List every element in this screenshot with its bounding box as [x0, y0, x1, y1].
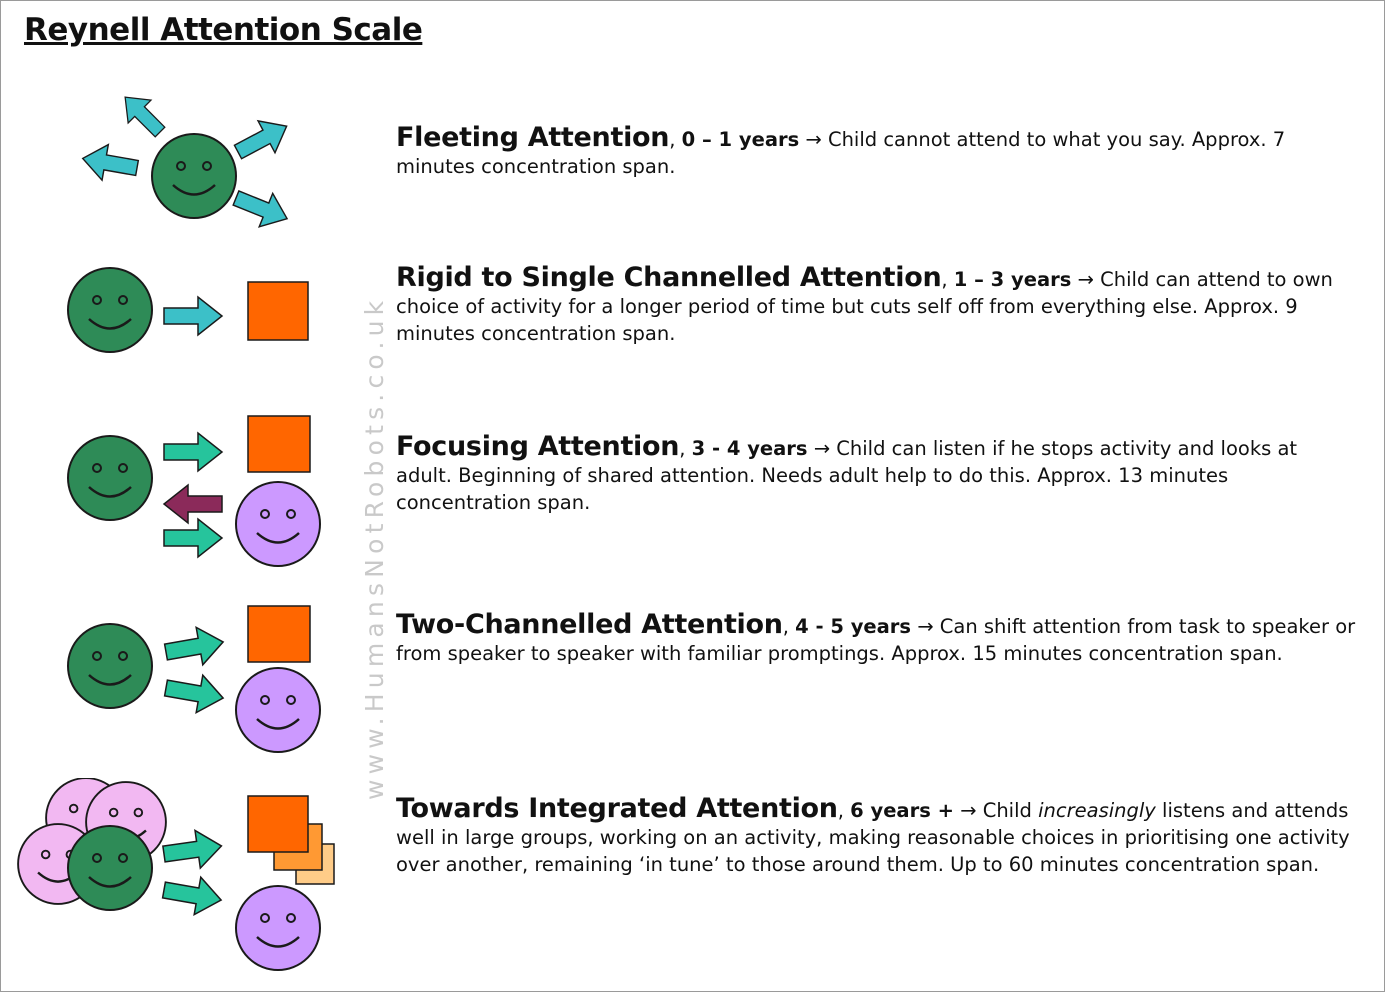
fleeting-attention-icon: [0, 90, 360, 290]
right-arrow-glyph: →: [911, 615, 940, 638]
activity-square: [248, 416, 310, 472]
separator: ,: [679, 437, 692, 460]
activity-square: [248, 606, 310, 662]
stage-fleeting-attention: [396, 124, 1356, 180]
stage-description-emphasis: increasingly: [1038, 799, 1156, 822]
arrow-up-left-icon: [114, 90, 172, 143]
child-face-icon: [68, 826, 152, 910]
separator: ,: [782, 615, 796, 638]
stage-age: 3 - 4 years: [691, 437, 808, 460]
right-arrow-glyph: →: [807, 437, 837, 460]
stage-focusing-attention: [396, 433, 1356, 516]
arrow-down-right-icon: [229, 181, 294, 235]
stage-rigid-attention: [396, 264, 1356, 347]
arrow-right-icon: [163, 669, 227, 716]
separator: ,: [669, 128, 682, 151]
stage-name: Two-Channelled Attention: [396, 609, 783, 640]
arrow-right-icon: [164, 433, 222, 471]
stage-integrated-attention: [396, 795, 1356, 878]
stage-name: Towards Integrated Attention: [396, 793, 838, 824]
stage-description: Child cannot attend to what you say. Approx. 7 minutes concentration span.: [396, 128, 1286, 178]
separator: ,: [837, 799, 851, 822]
adult-face-icon: [236, 668, 320, 752]
two-channelled-attention-icon: [0, 600, 360, 800]
stage-description-end: listens and attends well in large groups, working on an activity, making reasonable choices in prioritising one activity over another, remaining ‘in tune’ to those around them. Up to 60 minutes concentration span.: [396, 799, 1350, 876]
stage-description: Child can listen if he stops activity and looks at adult. Beginning of shared attention. Needs adult help to do this. Approx. 13 minutes concentration span.: [396, 437, 1298, 514]
stage-age: 4 - 5 years: [795, 615, 912, 638]
child-face-icon: [68, 624, 152, 708]
stage-name: Fleeting Attention: [396, 122, 670, 153]
arrow-right-icon: [164, 297, 222, 335]
stage-two-channelled-attention: [396, 611, 1356, 667]
child-face-icon: [68, 268, 152, 352]
stage-description: Child can attend to own choice of activity for a longer period of time but cuts self off from everything else. Approx. 9 minutes concentration span.: [396, 268, 1333, 345]
stage-description-start: Child: [982, 799, 1032, 822]
page-title: Reynell Attention Scale: [24, 12, 423, 48]
stage-age: 0 – 1 years: [681, 128, 800, 151]
integrated-attention-icon: [0, 778, 360, 978]
right-arrow-glyph: →: [1071, 268, 1101, 291]
arrow-left-icon: [80, 141, 141, 186]
stage-age: 1 – 3 years: [953, 268, 1072, 291]
arrow-right-icon: [161, 827, 224, 873]
adult-face-icon: [236, 886, 320, 970]
arrow-right-icon: [164, 519, 222, 557]
right-arrow-glyph: →: [953, 799, 983, 822]
arrow-up-right-icon: [230, 110, 296, 168]
watermark: www.HumansNotRobots.co.uk: [360, 295, 389, 800]
stage-age: 6 years +: [850, 799, 954, 822]
child-face-icon: [152, 134, 236, 218]
activity-square: [248, 282, 308, 340]
arrow-right-icon: [163, 623, 227, 670]
stage-name: Rigid to Single Channelled Attention: [396, 262, 942, 293]
arrow-left-icon: [164, 485, 222, 523]
child-face-icon: [68, 436, 152, 520]
stage-description: Can shift attention from task to speaker or from speaker to speaker with familiar promptings. Approx. 15 minutes concentration span.: [396, 615, 1356, 665]
activity-square: [248, 796, 308, 852]
right-arrow-glyph: →: [799, 128, 828, 151]
adult-face-icon: [236, 482, 320, 566]
stage-name: Focusing Attention: [396, 431, 680, 462]
separator: ,: [941, 268, 954, 291]
focusing-attention-icon: [0, 410, 360, 610]
arrow-right-icon: [161, 871, 225, 918]
